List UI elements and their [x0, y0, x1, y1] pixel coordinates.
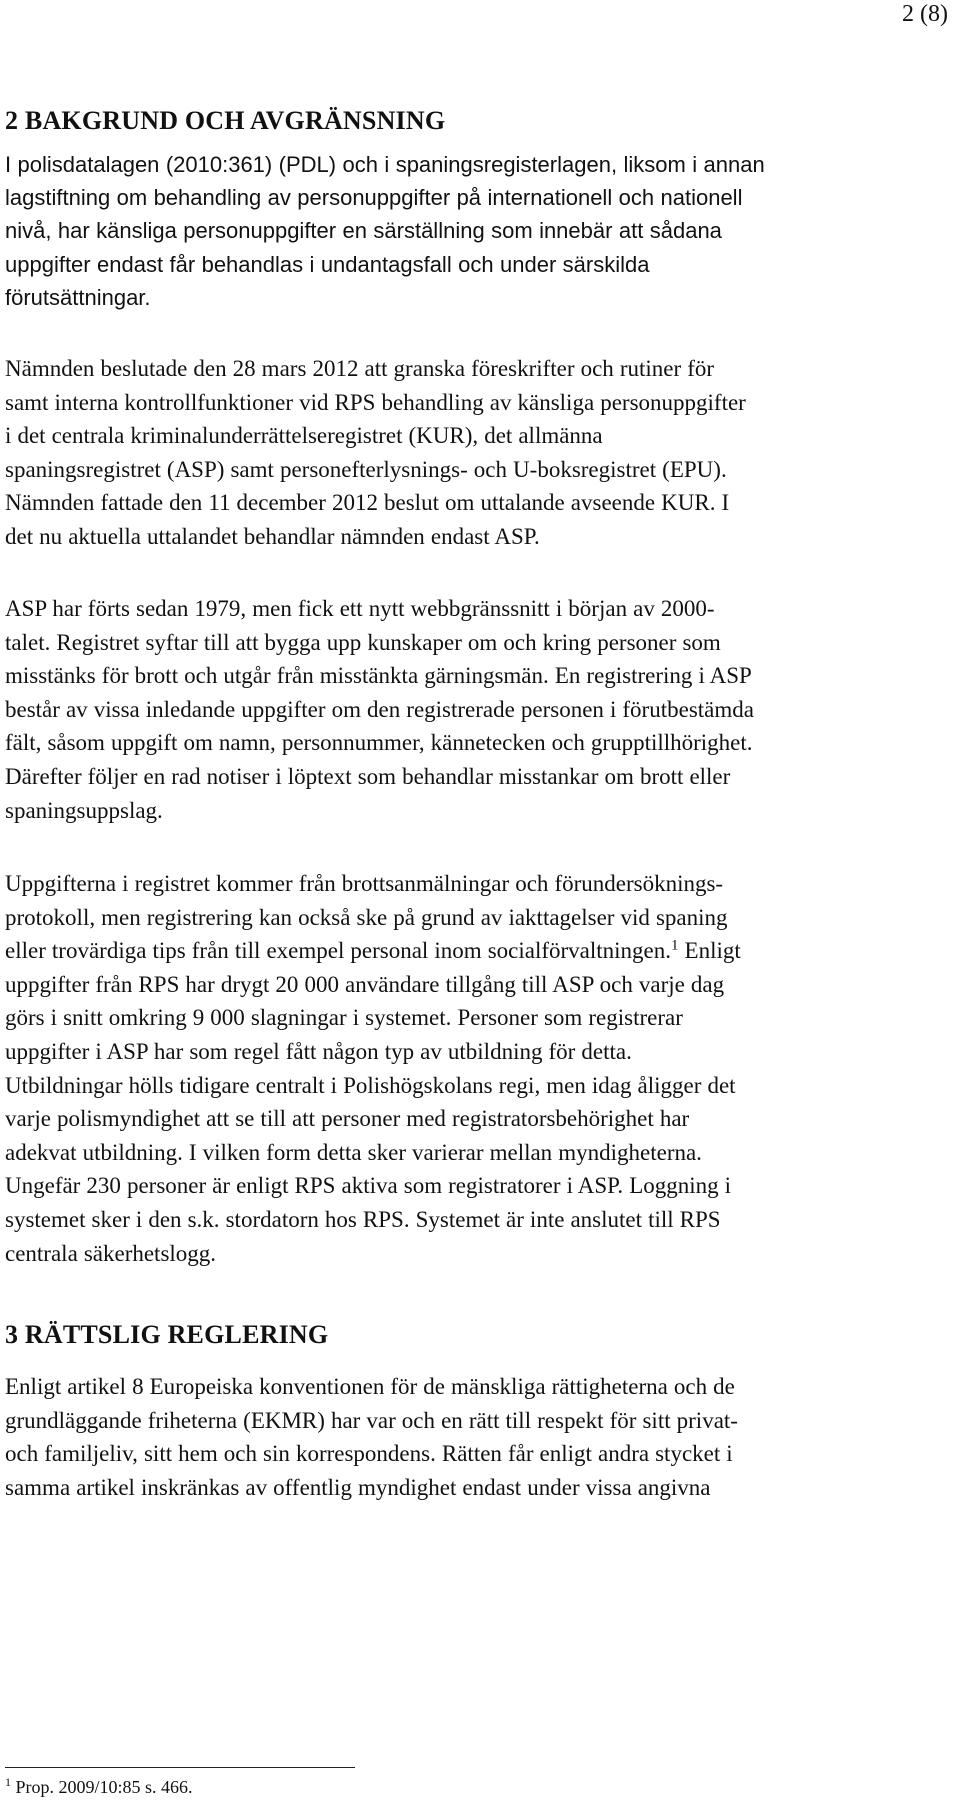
paragraph-asp-description [5, 592, 940, 827]
text-line: Nämnden beslutade den 28 mars 2012 att granska föreskrifter och rutiner för [5, 356, 715, 381]
text-line: uppgifter endast får behandlas i undantagsfall och under särskilda [5, 251, 650, 277]
text-line: består av vissa inledande uppgifter om den registrerade personen i förutbestämda [5, 696, 754, 722]
text-line: Uppgifterna i registret kommer från brottsanmälningar och förundersöknings- [5, 871, 724, 896]
section-heading-legal-regulation: 3 RÄTTSLIG REGLERING [5, 1320, 329, 1349]
footnote-reference[interactable]: 1 [671, 937, 679, 954]
footnote-text: Prop. 2009/10:85 s. 466. [11, 1777, 193, 1797]
text-line: Enligt artikel 8 Europeiska konventionen för de mänskliga rättigheterna och de [5, 1374, 735, 1399]
text-line: misstänks för brott och utgår från misstänkta gärningsmän. En registrering i ASP [5, 663, 752, 689]
footnote-number: 1 [5, 1775, 11, 1789]
text-line: nivå, har känsliga personuppgifter en särställning som innebär att sådana [5, 218, 722, 244]
text-line: Nämnden fattade den 11 december 2012 beslut om uttalande avseende KUR. I [5, 490, 730, 516]
footnote [5, 1776, 193, 1798]
text-line: adekvat utbildning. I vilken form detta sker varierar mellan myndigheterna. [5, 1139, 702, 1165]
text-line: det nu aktuella uttalandet behandlar nämnden endast ASP. [5, 523, 540, 549]
text-line: systemet sker i den s.k. stordatorn hos RPS. Systemet är inte anslutet till RPS [5, 1206, 721, 1232]
text-line: Utbildningar hölls tidigare centralt i Polishögskolans regi, men idag åligger det [5, 1072, 736, 1098]
text-line: samt interna kontrollfunktioner vid RPS behandling av känsliga personuppgifter [5, 389, 746, 415]
text-line: Ungefär 230 personer är enligt RPS aktiva som registratorer i ASP. Loggning i [5, 1173, 732, 1199]
text-line: Därefter följer en rad notiser i löptext som behandlar misstankar om brott eller [5, 763, 731, 789]
section-heading-background: 2 BAKGRUND OCH AVGRÄNSNING [5, 106, 446, 135]
text-segment: eller trovärdiga tips från till exempel personal inom socialförvaltningen. [5, 938, 671, 964]
text-segment: Enligt [678, 938, 741, 964]
text-line: grundläggande friheterna (EKMR) har var och en rätt till respekt för sitt privat- [5, 1407, 738, 1433]
text-line: centrala säkerhetslogg. [5, 1240, 217, 1266]
paragraph-ekmr [5, 1370, 940, 1504]
text-line: uppgifter i ASP har som regel fått någon typ av utbildning för detta. [5, 1038, 632, 1064]
text-line: görs i snitt omkring 9 000 slagningar i systemet. Personer som registrerar [5, 1005, 683, 1031]
text-line [5, 934, 940, 968]
text-line: förutsättningar. [5, 284, 151, 310]
text-line: lagstiftning om behandling av personuppgifter på internationell och nationell [5, 185, 743, 211]
text-line: talet. Registret syftar till att bygga upp kunskaper om och kring personer som [5, 629, 721, 655]
paragraph-review-decision [5, 352, 940, 554]
text-line: samma artikel inskränkas av offentlig myndighet endast under vissa angivna [5, 1474, 711, 1500]
text-line: varje polismyndighet att se till att personer med registratorsbehörighet har [5, 1106, 690, 1132]
footnote-divider [5, 1767, 355, 1768]
page-number: 2 (8) [902, 1, 948, 27]
text-line: och familjeliv, sitt hem och sin korrespondens. Rätten får enligt andra stycket i [5, 1441, 733, 1467]
paragraph-register-data [5, 867, 940, 1270]
text-line: spaningsuppslag. [5, 797, 163, 823]
paragraph-legal-context [5, 148, 940, 314]
text-line: spaningsregistret (ASP) samt personefterlysnings- och U-boksregistret (EPU). [5, 456, 727, 482]
text-line: protokoll, men registrering kan också ske på grund av iakttagelser vid spaning [5, 904, 728, 930]
text-line: uppgifter från RPS har drygt 20 000 användare tillgång till ASP och varje dag [5, 971, 725, 997]
text-line: fält, såsom uppgift om namn, personnummer, kännetecken och grupptillhörighet. [5, 730, 753, 756]
text-line: I polisdatalagen (2010:361) (PDL) och i spaningsregisterlagen, liksom i annan [5, 152, 765, 177]
text-line: i det centrala kriminalunderrättelseregistret (KUR), det allmänna [5, 423, 603, 449]
text-line: ASP har förts sedan 1979, men fick ett nytt webbgränssnitt i början av 2000- [5, 596, 715, 621]
